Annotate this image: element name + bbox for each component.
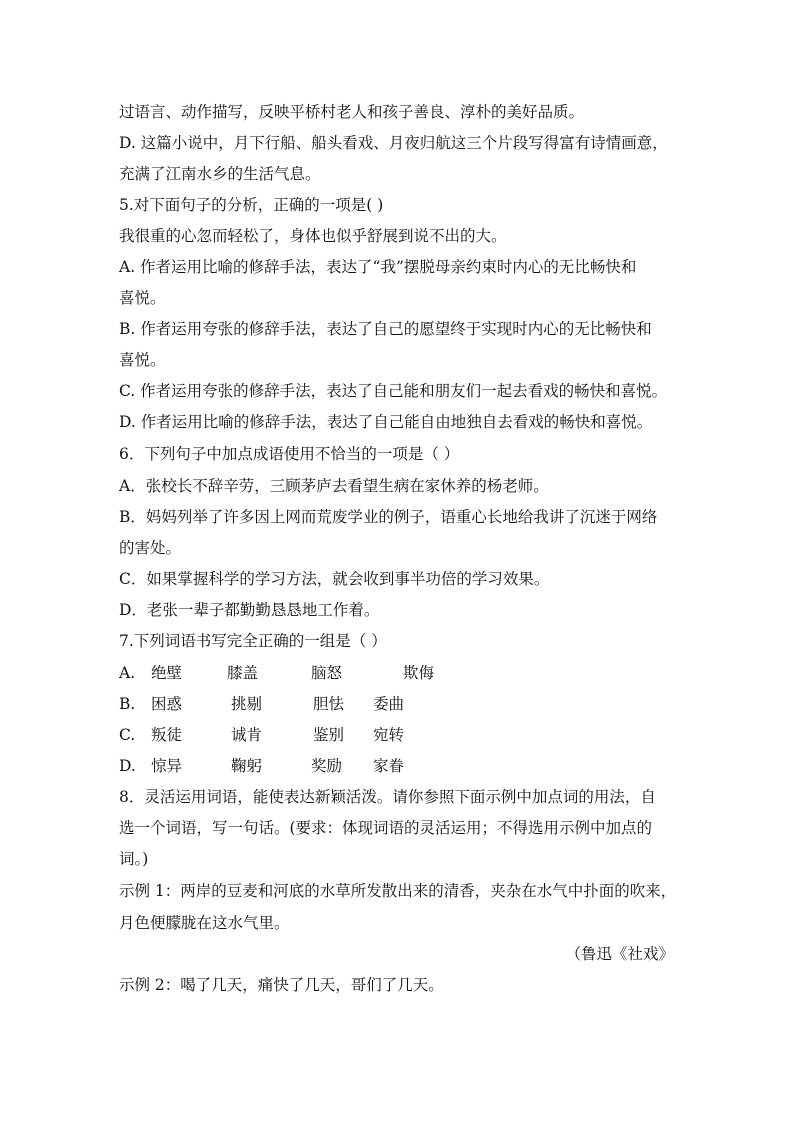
option-word: 惊异 (151, 757, 183, 775)
question-5-stem: 5.对下面句子的分析，正确的一项是( ) (119, 196, 384, 214)
question-6-stem: 6．下列句子中加点成语使用不恰当的一项是（ ） (119, 445, 460, 463)
option-word: 鉴别 (313, 726, 345, 744)
q7-option-a (119, 663, 679, 683)
option-word: 委曲 (373, 695, 405, 713)
q6-option-c: C．如果掌握科学的学习方法，就会收到事半功倍的学习效果。 (119, 570, 550, 588)
example-1: 示例 1：两岸的豆麦和河底的水草所发散出来的清香，夹杂在水气中扑面的吹来， (119, 882, 677, 900)
text-line: D. 这篇小说中，月下行船、船头看戏、月夜归航这三个片段写得富有诗情画意， (119, 134, 668, 152)
option-word: 宛转 (373, 726, 405, 744)
q7-option-b (119, 694, 679, 714)
q5-option-c: C. 作者运用夸张的修辞手法，表达了自己能和朋友们一起去看戏的畅快和喜悦。 (119, 382, 668, 400)
option-word: 家眷 (373, 757, 405, 775)
option-label: A. (119, 664, 136, 682)
text-line: 喜悦。 (119, 351, 166, 369)
text-line: 充满了江南水乡的生活气息。 (119, 165, 321, 183)
text-line: 月色便朦胧在这水气里。 (119, 914, 290, 932)
q7-option-d (119, 756, 679, 776)
option-word: 困惑 (151, 695, 183, 713)
text-line: 过语言、动作描写，反映平桥村老人和孩子善良、淳朴的美好品质。 (119, 103, 585, 121)
example-2: 示例 2：喝了几天，痛快了几天，哥们了几天。 (119, 976, 444, 994)
option-word: 诚肯 (231, 726, 263, 744)
q5-option-b: B. 作者运用夸张的修辞手法，表达了自己的愿望终于实现时内心的无比畅快和 (119, 320, 652, 338)
text-line: 的害处。 (119, 539, 182, 557)
question-8-stem: 8．灵活运用词语，能使表达新颖活泼。请你参照下面示例中加点词的用法，自 (119, 788, 656, 806)
quoted-sentence: 我很重的心忽而轻松了，身体也似乎舒展到说不出的大。 (119, 227, 507, 245)
text-line: 喜悦。 (119, 289, 166, 307)
option-word: 挑剔 (231, 695, 263, 713)
option-word: 脑怒 (311, 664, 343, 682)
option-label: D. (119, 757, 136, 775)
option-word: 欺侮 (403, 664, 435, 682)
option-word: 叛徒 (151, 726, 183, 744)
q7-option-c (119, 725, 679, 745)
source-citation: （鲁迅《社戏》 (565, 945, 674, 963)
option-label: C. (119, 726, 136, 744)
q6-option-d: D．老张一辈子都勤勤恳恳地工作着。 (119, 601, 380, 619)
option-word: 鞠躬 (231, 757, 263, 775)
option-label: B. (119, 695, 136, 713)
text-line: 选一个词语，写一句话。(要求：体现词语的灵活运用；不得选用示例中加点的 (119, 819, 653, 837)
question-7-stem: 7.下列词语书写完全正确的一组是（ ） (119, 632, 387, 650)
option-word: 奖励 (311, 757, 343, 775)
text-line: 词。) (119, 850, 149, 868)
q5-option-d: D. 作者运用比喻的修辞手法，表达了自己能自由地独自去看戏的畅快和喜悦。 (119, 413, 653, 431)
q5-option-a: A. 作者运用比喻的修辞手法，表达了“我”摆脱母亲约束时内心的无比畅快和 (119, 258, 637, 276)
q6-option-b: B．妈妈列举了许多因上网而荒废学业的例子，语重心长地给我讲了沉迷于网络 (119, 508, 658, 526)
option-word: 胆怯 (313, 695, 345, 713)
q6-option-a: A．张校长不辞辛劳，三顾茅庐去看望生病在家休养的杨老师。 (119, 477, 549, 495)
option-word: 绝壁 (151, 664, 183, 682)
option-word: 膝盖 (227, 664, 259, 682)
